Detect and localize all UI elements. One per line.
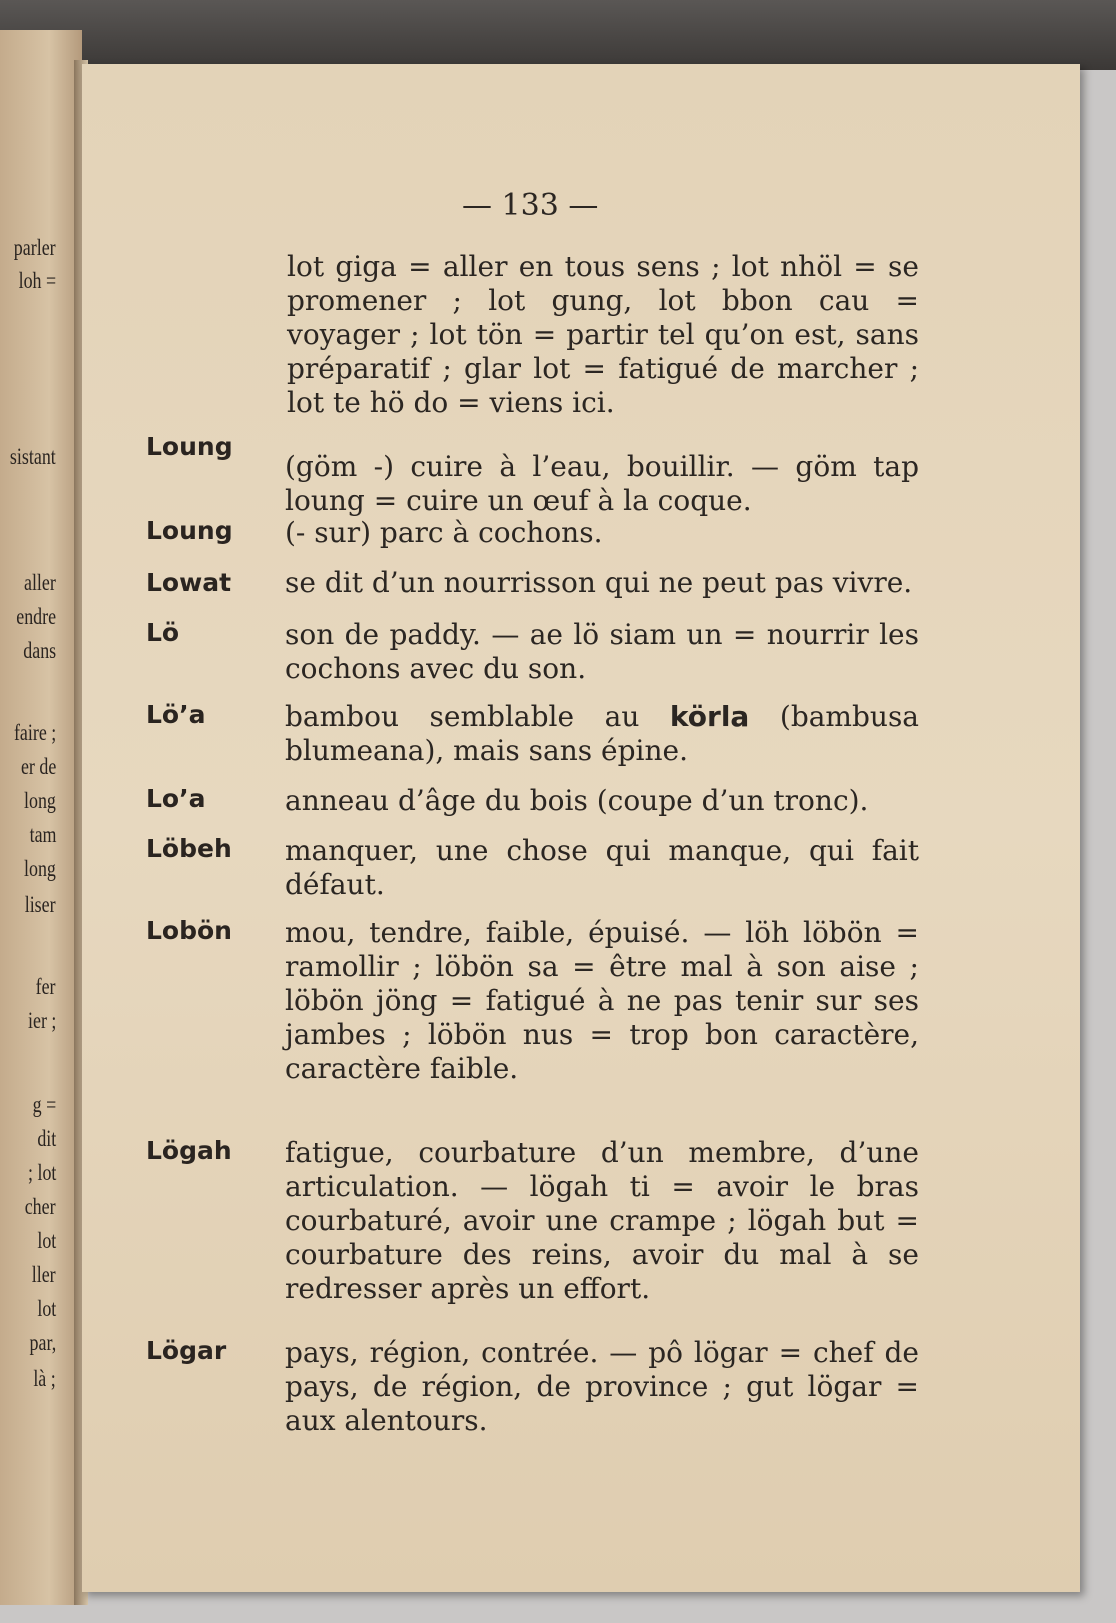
left-fragment: aller <box>24 570 56 595</box>
definition: (göm -) cuire à l’eau, bouillir. — göm tap loung = cuire un œuf à la coque. <box>285 450 919 517</box>
headword: Lögah <box>146 1136 232 1165</box>
definition: fatigue, courbature d’un membre, d’une articulation. — lögah ti = avoir le bras courbaturé, avoir une crampe ; lögah but = courbature des reins, avoir du mal à se redresser après un effort. <box>285 1136 919 1305</box>
page-number: — 133 — <box>462 188 599 223</box>
definition-text: (bambusa blumeana), mais sans épine. <box>285 700 920 767</box>
definition: pays, région, contrée. — pô lögar = chef de pays, de région, de province ; gut lögar = aux alentours. <box>285 1336 919 1437</box>
left-fragment: lot <box>37 1296 56 1321</box>
definition: mou, tendre, faible, épuisé. — löh löbön = ramollir ; löbön sa = être mal à son aise ; löbön jöng = fatigué à ne pas tenir sur ses jambes ; löbön nus = trop bon caractère, caractère faible. <box>285 916 919 1085</box>
left-fragment: lot <box>37 1228 56 1253</box>
left-fragment: long <box>24 788 56 813</box>
headword: Lowat <box>146 568 232 597</box>
left-fragment: g = <box>32 1092 56 1117</box>
left-fragment: endre <box>16 604 56 629</box>
left-fragment: ; lot <box>27 1160 56 1185</box>
left-fragment: par, <box>29 1330 56 1355</box>
definition: anneau d’âge du bois (coupe d’un tronc). <box>285 784 869 817</box>
headword: Lobön <box>146 916 232 945</box>
facing-page-edge <box>0 30 82 1605</box>
left-fragment: sistant <box>10 444 56 469</box>
left-fragment: liser <box>25 892 56 917</box>
cross-reference: körla <box>669 700 750 733</box>
left-fragment: ller <box>32 1262 56 1287</box>
left-fragment: er de <box>20 754 56 779</box>
definition: manquer, une chose qui manque, qui fait défaut. <box>285 834 919 901</box>
left-fragment: parler <box>14 235 56 260</box>
left-fragment: dit <box>37 1126 56 1151</box>
left-fragment: dans <box>23 638 56 663</box>
left-fragment: loh = <box>18 268 56 293</box>
headword: Loung <box>146 516 233 545</box>
left-fragment: long <box>24 856 56 881</box>
headword: Lö’a <box>146 700 206 729</box>
definition-text: bambou semblable au <box>285 700 670 733</box>
headword: Löbeh <box>146 834 232 863</box>
left-fragment: cher <box>25 1194 56 1219</box>
continued-definition: lot giga = aller en tous sens ; lot nhöl = se promener ; lot gung, lot bbon cau = voyager ; lot tön = partir tel qu’on est, sans préparatif ; glar lot = fatigué de marcher ; lot te hö do = viens ici. <box>287 250 919 419</box>
left-fragment: faire ; <box>13 720 56 745</box>
definition: se dit d’un nourrisson qui ne peut pas vivre. <box>285 566 913 599</box>
photo-backdrop <box>0 0 1116 70</box>
headword: Lo’a <box>146 784 206 813</box>
headword: Lö <box>146 618 180 647</box>
left-fragment: là ; <box>33 1366 56 1391</box>
left-fragment: ier ; <box>27 1008 56 1033</box>
headword: Loung <box>146 432 233 461</box>
headword: Lögar <box>146 1336 227 1365</box>
left-fragment: fer <box>36 974 56 999</box>
definition: son de paddy. — ae lö siam un = nourrir les cochons avec du son. <box>285 618 919 685</box>
left-fragment: tam <box>29 822 56 847</box>
definition <box>285 700 919 768</box>
definition: (- sur) parc à cochons. <box>285 516 603 549</box>
